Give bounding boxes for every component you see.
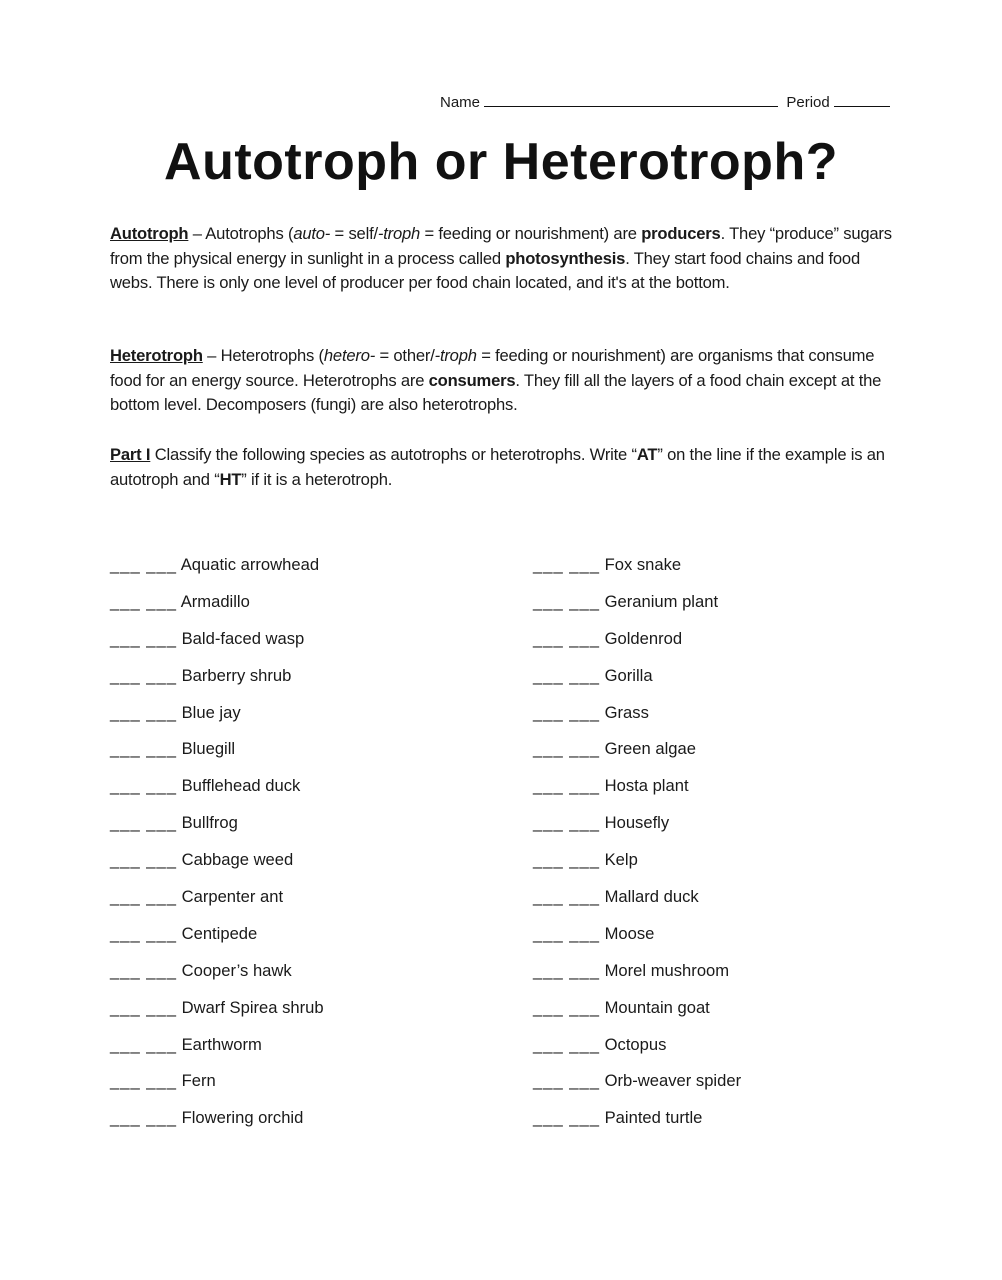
- answer-blank[interactable]: ___ ___: [533, 702, 600, 722]
- bold-term: photosynthesis: [505, 248, 626, 268]
- species-item: [533, 701, 741, 738]
- species-item: [533, 959, 741, 996]
- answer-blank[interactable]: ___ ___: [110, 776, 177, 796]
- species-name: Fox snake: [604, 555, 682, 574]
- answer-blank[interactable]: ___ ___: [533, 887, 600, 907]
- species-name: Bullfrog: [181, 813, 238, 833]
- species-item: [110, 996, 324, 1033]
- species-item: [533, 1069, 741, 1106]
- text: ” if it is a heterotroph.: [241, 469, 393, 489]
- species-name: Bald-faced wasp: [181, 628, 305, 648]
- species-name: Housefly: [604, 813, 670, 833]
- species-name: Earthworm: [181, 1034, 262, 1054]
- text: = feeding or nourishment) are: [420, 224, 642, 243]
- answer-blank[interactable]: ___ ___: [110, 1034, 177, 1054]
- answer-blank[interactable]: ___ ___: [110, 997, 177, 1017]
- answer-blank[interactable]: ___ ___: [110, 591, 177, 611]
- species-item: [110, 848, 324, 885]
- period-blank[interactable]: [834, 92, 890, 107]
- species-item: [533, 848, 741, 885]
- species-name: Blue jay: [181, 702, 241, 722]
- bold-term: AT: [636, 445, 658, 464]
- text: auto-: [293, 224, 331, 243]
- text: Classify the following species as autotrophs or heterotrophs. Write “: [150, 445, 637, 464]
- species-item: [110, 885, 324, 922]
- answer-blank[interactable]: ___ ___: [533, 813, 600, 833]
- answer-blank[interactable]: ___ ___: [533, 923, 600, 943]
- text: = self/: [330, 224, 378, 243]
- answer-blank[interactable]: ___ ___: [533, 555, 600, 574]
- name-period-header: [440, 92, 890, 111]
- text: -troph: [434, 346, 477, 365]
- species-item: [110, 1106, 324, 1143]
- answer-blank[interactable]: ___ ___: [110, 887, 177, 907]
- species-item: [533, 774, 741, 811]
- answer-blank[interactable]: ___ ___: [533, 997, 600, 1017]
- species-item: [110, 737, 324, 774]
- text: . They “produce” sugars from the physical energy in sunlight in a process called: [110, 224, 892, 268]
- heterotroph-term: Heterotroph: [110, 346, 203, 365]
- text: – Autotrophs (: [188, 224, 294, 243]
- answer-blank[interactable]: ___ ___: [110, 702, 177, 722]
- species-name: Aquatic arrowhead: [180, 555, 320, 574]
- species-name: Goldenrod: [604, 628, 683, 648]
- species-item: [110, 811, 324, 848]
- species-name: Centipede: [181, 923, 258, 943]
- species-name: Mountain goat: [604, 997, 710, 1017]
- text: = feeding or nourishment) are organisms that consume food for an energy source. Heterotrophs are: [110, 346, 875, 390]
- species-name: Orb-weaver spider: [604, 1071, 742, 1091]
- species-item: [533, 553, 741, 590]
- species-name: Mallard duck: [604, 887, 699, 907]
- part1-label: Part I: [110, 445, 151, 464]
- species-item: [533, 996, 741, 1033]
- species-name: Geranium plant: [604, 591, 719, 611]
- answer-blank[interactable]: ___ ___: [533, 1108, 600, 1128]
- species-item: [533, 922, 741, 959]
- species-item: [110, 701, 324, 738]
- answer-blank[interactable]: ___ ___: [533, 591, 600, 611]
- text: hetero-: [323, 346, 376, 365]
- species-name: Moose: [604, 923, 655, 943]
- bold-term: producers: [641, 224, 721, 243]
- period-label: Period: [786, 94, 830, 111]
- page-title: Autotroph or Heterotroph?: [164, 133, 838, 191]
- species-item: [110, 774, 324, 811]
- name-label: Name: [440, 94, 481, 111]
- text: . They start food chains and food webs. There is only one level of producer per food chain located, and it's at the bottom.: [110, 248, 860, 293]
- bold-term: consumers: [428, 370, 516, 390]
- species-name: Armadillo: [180, 591, 250, 611]
- species-item: [533, 885, 741, 922]
- answer-blank[interactable]: ___ ___: [110, 960, 177, 980]
- species-list-left: [110, 553, 324, 1143]
- species-name: Dwarf Spirea shrub: [181, 997, 324, 1017]
- text: -troph: [377, 224, 421, 243]
- species-name: Flowering orchid: [181, 1108, 304, 1128]
- species-name: Bluegill: [181, 739, 236, 759]
- answer-blank[interactable]: ___ ___: [110, 628, 177, 648]
- species-name: Cooper’s hawk: [181, 960, 292, 980]
- answer-blank[interactable]: ___ ___: [533, 665, 600, 685]
- species-item: [533, 811, 741, 848]
- species-item: [110, 627, 324, 664]
- answer-blank[interactable]: ___ ___: [110, 665, 177, 685]
- text: – Heterotrophs (: [202, 346, 324, 365]
- text: ” on the line if the example is an autotroph and “: [110, 445, 885, 489]
- species-name: Green algae: [604, 739, 696, 759]
- species-item: [110, 553, 324, 590]
- species-name: Gorilla: [604, 665, 653, 685]
- autotroph-definition: [110, 222, 905, 296]
- species-item: [110, 922, 324, 959]
- species-name: Fern: [181, 1071, 216, 1091]
- species-item: [533, 737, 741, 774]
- answer-blank[interactable]: ___ ___: [533, 960, 600, 980]
- species-item: [533, 627, 741, 664]
- species-name: Octopus: [604, 1034, 667, 1054]
- answer-blank[interactable]: ___ ___: [110, 923, 177, 943]
- species-item: [110, 959, 324, 996]
- part1-instructions: [110, 443, 905, 492]
- species-name: Grass: [604, 702, 649, 722]
- species-name: Hosta plant: [604, 776, 689, 796]
- species-item: [533, 1033, 741, 1070]
- species-name: Cabbage weed: [181, 850, 294, 870]
- species-item: [110, 1069, 324, 1106]
- heterotroph-definition: [110, 344, 905, 418]
- answer-blank[interactable]: ___ ___: [110, 1108, 177, 1128]
- answer-blank[interactable]: ___ ___: [110, 555, 177, 574]
- species-item: [110, 664, 324, 701]
- species-item: [533, 664, 741, 701]
- answer-blank[interactable]: ___ ___: [533, 739, 600, 759]
- species-name: Painted turtle: [604, 1108, 703, 1128]
- answer-blank[interactable]: ___ ___: [533, 850, 600, 870]
- species-name: Carpenter ant: [181, 887, 284, 907]
- species-item: [110, 590, 324, 627]
- species-list-right: [533, 553, 741, 1143]
- answer-blank[interactable]: ___ ___: [110, 1071, 177, 1091]
- answer-blank[interactable]: ___ ___: [533, 628, 600, 648]
- bold-term: HT: [219, 469, 242, 489]
- answer-blank[interactable]: ___ ___: [533, 1034, 600, 1054]
- text: . They fill all the layers of a food chain except at the bottom level. Decomposers (fungi) are also heterotrophs.: [110, 370, 882, 415]
- answer-blank[interactable]: ___ ___: [110, 850, 177, 870]
- species-item: [110, 1033, 324, 1070]
- species-name: Bufflehead duck: [181, 776, 301, 796]
- answer-blank[interactable]: ___ ___: [110, 739, 177, 759]
- species-name: Morel mushroom: [604, 960, 730, 980]
- species-item: [533, 1106, 741, 1143]
- answer-blank[interactable]: ___ ___: [533, 776, 600, 796]
- species-item: [533, 590, 741, 627]
- species-name: Kelp: [604, 850, 638, 870]
- answer-blank[interactable]: ___ ___: [533, 1071, 600, 1091]
- answer-blank[interactable]: ___ ___: [110, 813, 177, 833]
- species-name: Barberry shrub: [181, 665, 292, 685]
- name-blank[interactable]: [484, 92, 778, 107]
- autotroph-term: Autotroph: [110, 224, 189, 243]
- text: = other/: [375, 346, 435, 365]
